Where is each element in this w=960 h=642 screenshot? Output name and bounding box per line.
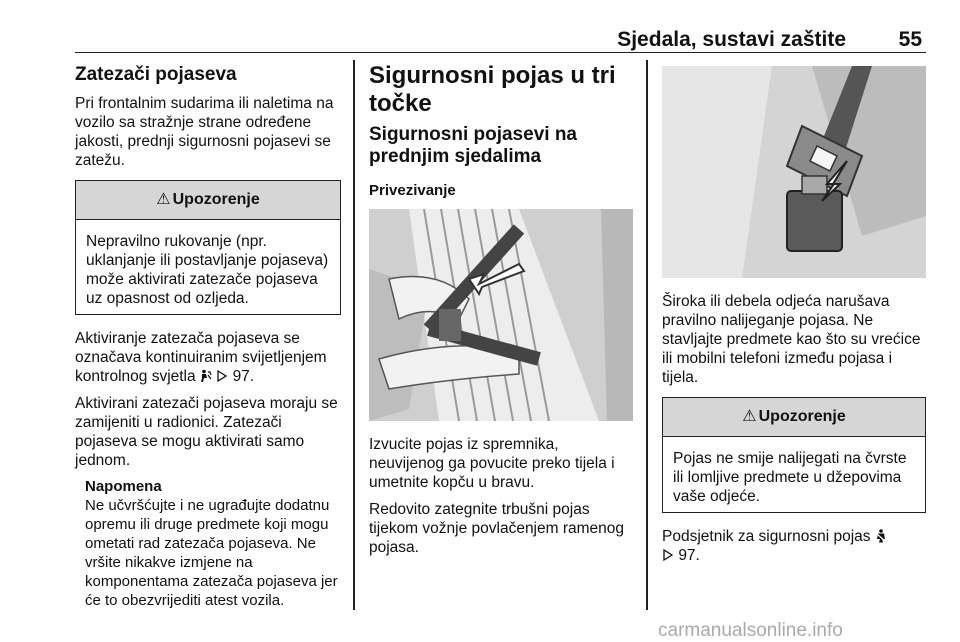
column-middle (369, 62, 633, 565)
column-divider-2 (646, 60, 648, 610)
note-text: Ne učvršćujte i ne ugrađujte dodatnu opremu ili druge predmete koji mogu ometati rad zatezača pojaseva. Ne vršite nikakve izmjene na komponentama zatezača pojaseva jer će to obezvrijediti atest vozila. (85, 497, 338, 609)
clothing-paragraph: Široka ili debela odjeća narušava pravilno nalijeganje pojasa. Ne stavljajte predmete kao što su vrećice ili mobilni telefoni između pojasa i tijela. (662, 293, 921, 386)
warning-box (75, 180, 341, 315)
page-header (75, 28, 926, 53)
warning-title-2: Upozorenje (758, 408, 846, 425)
intro-paragraph: Pri frontalnim sudarima ili naletima na vozilo sa stražnje strane određene jakosti, prednji sigurnosni pojasevi se zatežu. (75, 95, 334, 169)
seatbelt-reminder-icon (875, 529, 887, 543)
column-right (662, 62, 926, 573)
note-block (85, 478, 341, 610)
pretensioner-warning-light-icon (200, 369, 212, 383)
note-title: Napomena (85, 478, 162, 495)
pretensioner-light-paragraph: Aktiviranje zatezača pojaseva se označava kontinuiranim svijetljenjem kontrolnog svjetla 97. (75, 330, 327, 385)
reference-arrow-icon (216, 369, 228, 383)
reminder-paragraph: Podsjetnik za sigurnosni pojas 97. (662, 527, 926, 565)
column-divider-1 (353, 60, 355, 610)
subheading-front-seat-belts: Sigurnosni pojasevi na prednjim sjedalima (369, 124, 577, 167)
warning-title: Upozorenje (172, 191, 260, 208)
subheading-fastening: Privezivanje (369, 182, 456, 199)
tighten-belt-paragraph: Redovito zategnite trbušni pojas tijekom vožnje povlačenjem ramenog pojasa. (369, 501, 625, 556)
pull-belt-paragraph: Izvucite pojas iz spremnika, neuvijenog ga povucite preko tijela i umetnite kopču u bravu. (369, 436, 615, 491)
warning-box-2 (662, 397, 926, 513)
warning-body (76, 220, 340, 314)
heading-three-point-belt: Sigurnosni pojas u tri točke (369, 62, 616, 117)
warning-triangle-icon: ⚠ (742, 408, 757, 425)
watermark: carmanualsonline.info (658, 620, 843, 641)
warning-body-2 (663, 437, 925, 512)
warning-text: Nepravilno rukovanje (npr. uklanjanje ili postavljanje pojaseva) može aktivirati zatezače pojaseva uz opasnost od ozljeda. (86, 233, 329, 307)
reference-arrow-icon (662, 548, 674, 562)
warning-header-2 (663, 398, 925, 437)
section-title: Sjedala, sustavi zaštite (617, 28, 846, 51)
belt-buckle-illustration (662, 66, 926, 278)
heading-pretensioners: Zatezači pojaseva (75, 64, 237, 85)
warning-text-2: Pojas ne smije nalijegati na čvrste ili lomljive predmete u džepovima vaše odjeće. (673, 450, 907, 505)
belt-fastening-illustration (369, 209, 633, 421)
column-left (75, 62, 341, 618)
warning-header (76, 181, 340, 220)
page-number: 55 (898, 28, 922, 51)
replacement-paragraph: Aktivirani zatezači pojaseva moraju se zamijeniti u radionici. Zatezači pojaseva se mogu aktivirati samo jednom. (75, 395, 338, 469)
warning-triangle-icon: ⚠ (156, 191, 171, 208)
